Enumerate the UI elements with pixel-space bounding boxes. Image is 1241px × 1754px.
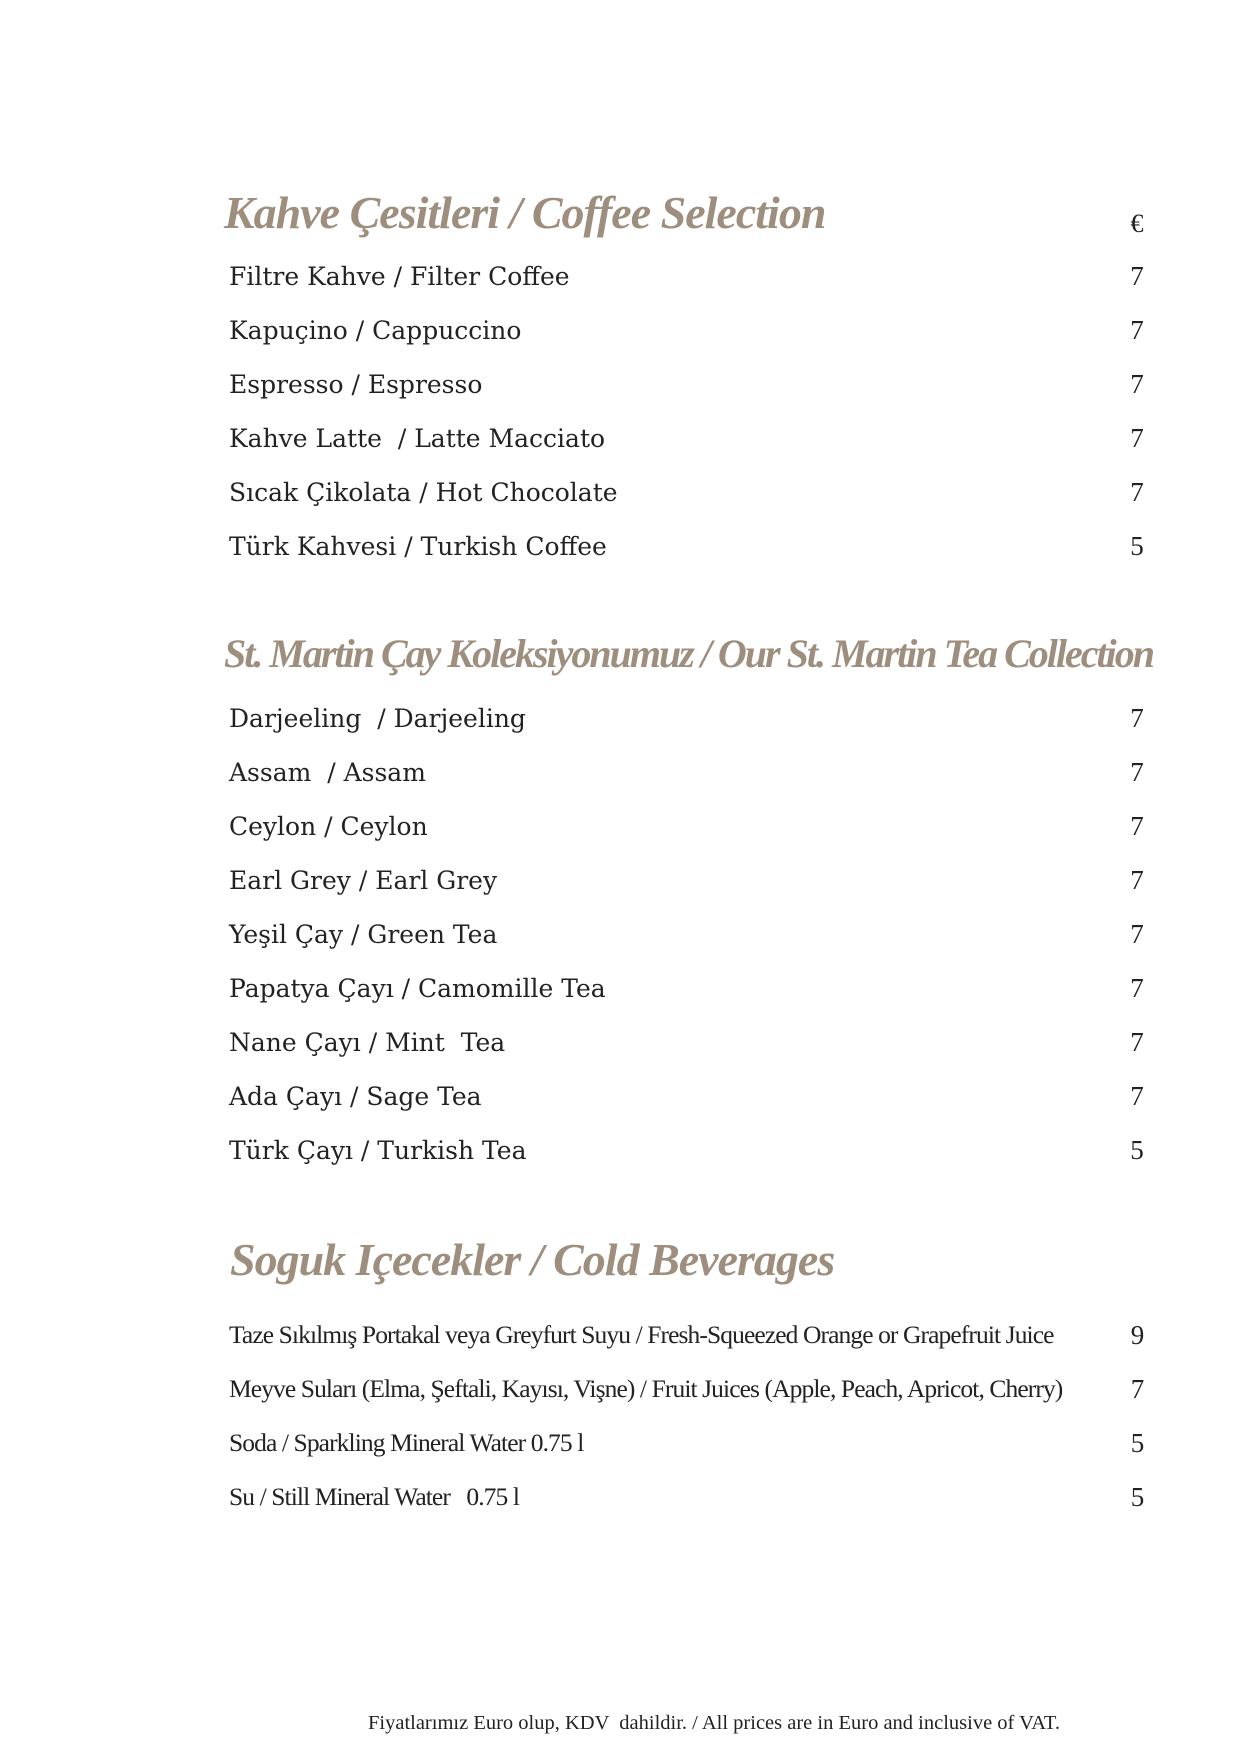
section-title-cold: Soguk Içecekler / Cold Beverages — [230, 1234, 835, 1285]
item-price: 5 — [1130, 1427, 1144, 1458]
menu-item: Taze Sıkılmış Portakal veya Greyfurt Suyu / Fresh-Squeezed Orange or Grapefruit Juice 9 — [229, 1308, 1156, 1362]
menu-item: Nane Çayı / Mint Tea 7 — [229, 1015, 1156, 1069]
menu-item: Espresso / Espresso 7 — [229, 357, 1156, 411]
item-price: 9 — [1130, 1319, 1144, 1350]
item-price: 7 — [1130, 1080, 1144, 1111]
menu-item: Yeşil Çay / Green Tea 7 — [229, 907, 1156, 961]
menu-item: Ada Çayı / Sage Tea 7 — [229, 1069, 1156, 1123]
item-price: 7 — [1130, 422, 1144, 453]
tea-item-list — [229, 691, 1156, 1177]
item-price: 7 — [1130, 864, 1144, 895]
menu-item: Papatya Çayı / Camomille Tea 7 — [229, 961, 1156, 1015]
menu-item: Kahve Latte / Latte Macciato 7 — [229, 411, 1156, 465]
section-title-coffee: Kahve Çesitleri / Coffee Selection — [224, 187, 826, 238]
item-price: 7 — [1130, 972, 1144, 1003]
menu-item: Meyve Suları (Elma, Şeftali, Kayısı, Vişne) / Fruit Juices (Apple, Peach, Apricot, Cherry) 7 — [229, 1362, 1156, 1416]
menu-item: Sıcak Çikolata / Hot Chocolate 7 — [229, 465, 1156, 519]
item-price: 7 — [1130, 476, 1144, 507]
item-price: 7 — [1130, 1373, 1144, 1404]
item-price: 7 — [1130, 260, 1144, 291]
menu-item: Su / Still Mineral Water 0.75 l 5 — [229, 1470, 1156, 1524]
item-price: 7 — [1130, 810, 1144, 841]
menu-item: Kapuçino / Cappuccino 7 — [229, 303, 1156, 357]
footer-note: Fiyatlarımız Euro olup, KDV dahildir. / All prices are in Euro and inclusive of VAT. — [368, 1712, 1060, 1734]
menu-item: Türk Çayı / Turkish Tea 5 — [229, 1123, 1156, 1177]
item-price: 7 — [1130, 702, 1144, 733]
item-price: 7 — [1130, 918, 1144, 949]
menu-item: Ceylon / Ceylon 7 — [229, 799, 1156, 853]
item-price: 7 — [1130, 368, 1144, 399]
section-title-tea: St. Martin Çay Koleksiyonumuz / Our St. Martin Tea Collection — [224, 631, 1153, 676]
menu-item: Soda / Sparkling Mineral Water 0.75 l 5 — [229, 1416, 1156, 1470]
menu-item: Türk Kahvesi / Turkish Coffee 5 — [229, 519, 1156, 573]
currency-symbol: € — [1130, 209, 1144, 238]
item-price: 7 — [1130, 1026, 1144, 1057]
menu-item: Assam / Assam 7 — [229, 745, 1156, 799]
item-price: 5 — [1130, 1481, 1144, 1512]
item-price: 7 — [1130, 756, 1144, 787]
item-price: 7 — [1130, 314, 1144, 345]
menu-item: Filtre Kahve / Filter Coffee 7 — [229, 249, 1156, 303]
cold-item-list — [229, 1308, 1156, 1524]
coffee-item-list — [229, 249, 1156, 573]
menu-item: Darjeeling / Darjeeling 7 — [229, 691, 1156, 745]
item-price: 5 — [1130, 530, 1144, 561]
item-price: 5 — [1130, 1134, 1144, 1165]
menu-item: Earl Grey / Earl Grey 7 — [229, 853, 1156, 907]
